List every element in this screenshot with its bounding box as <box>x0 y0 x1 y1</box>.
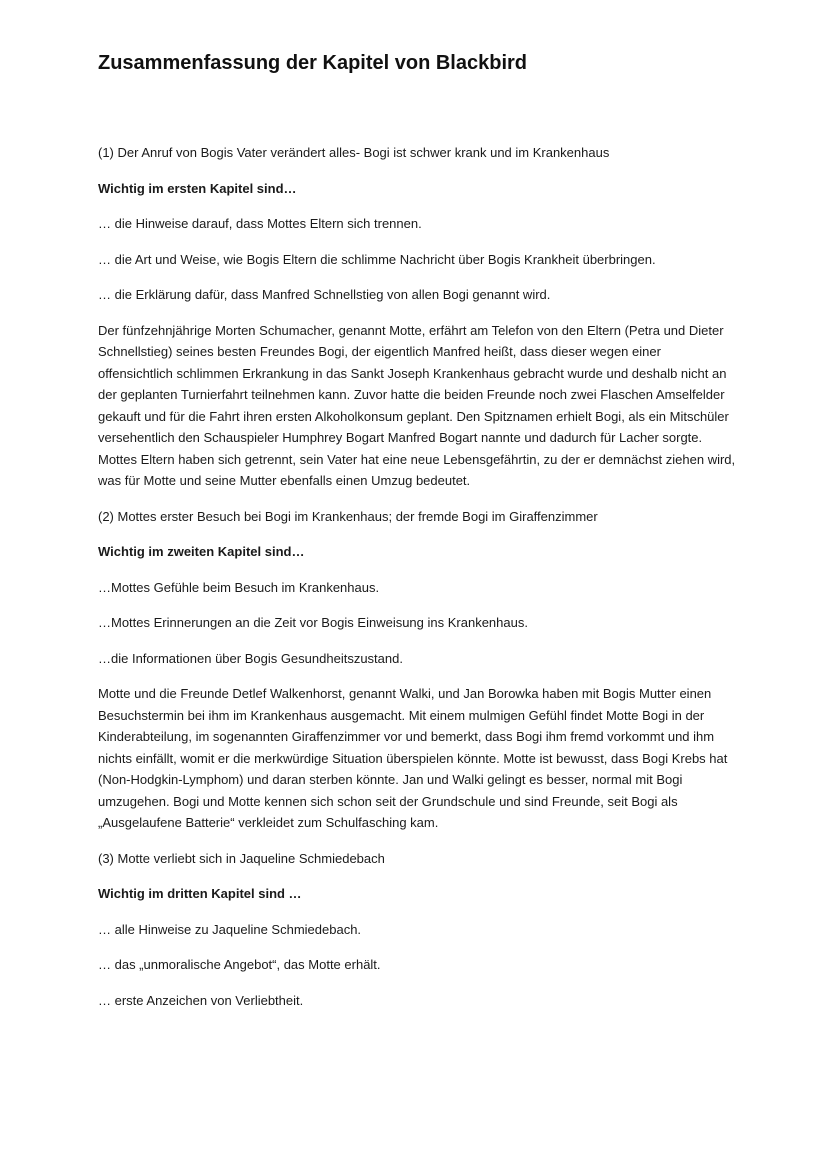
chapter-3-section <box>98 848 738 1012</box>
chapter-1-point: … die Hinweise darauf, dass Mottes Eltern sich trennen. <box>98 216 422 231</box>
chapter-2-heading: (2) Mottes erster Besuch bei Bogi im Krankenhaus; der fremde Bogi im Giraffenzimmer <box>98 508 598 524</box>
chapter-2-point: …Mottes Erinnerungen an die Zeit vor Bogis Einweisung ins Krankenhaus. <box>98 615 528 630</box>
chapter-1-heading: (1) Der Anruf von Bogis Vater verändert alles- Bogi ist schwer krank und im Krankenhaus <box>98 145 610 160</box>
chapter-3-point: … alle Hinweise zu Jaqueline Schmiedebach. <box>98 921 362 937</box>
chapter-2-point: …Mottes Gefühle beim Besuch im Krankenhaus. <box>98 579 380 595</box>
document-title: Zusammenfassung der Kapitel von Blackbird <box>98 52 527 74</box>
chapter-1-section <box>98 142 738 492</box>
chapter-1-point: … die Erklärung dafür, dass Manfred Schnellstieg von allen Bogi genannt wird. <box>98 287 551 302</box>
chapter-3-important-label: Wichtig im dritten Kapitel sind … <box>98 886 302 901</box>
chapter-2-important-label: Wichtig im zweiten Kapitel sind… <box>98 544 305 559</box>
chapter-3-point: … das „unmoralische Angebot“, das Motte erhält. <box>98 957 381 972</box>
document-page <box>98 50 738 1025</box>
chapter-1-point: … die Art und Weise, wie Bogis Eltern die schlimme Nachricht über Bogis Krankheit überbringen. <box>98 251 656 267</box>
chapter-2-point: …die Informationen über Bogis Gesundheitszustand. <box>98 650 403 666</box>
chapter-1-summary: Der fünfzehnjährige Morten Schumacher, genannt Motte, erfährt am Telefon von den Eltern (Petra und Dieter Schnellstieg) seines besten Freundes Bogi, der eigentlich Manfred heißt, dass dieser wegen einer offensichtlich schlimmen Erkrankung in das Sankt Joseph Krankenhaus gebracht wurde und deshalb nicht an der geplanten Turnierfahrt teilnehmen kann. Zuvor hatte die beiden Freunde noch zwei Flaschen Amselfelder gekauft und für die Fahrt ihren ersten Alkoholkonsum geplant. Den Spitznamen erhielt Bogi, als ein Mitschüler versehentlich den Schauspieler Humphrey Bogart Manfred Bogart nannte und dadurch für Lacher sorgte. Mottes Eltern haben sich getrennt, sein Vater hat eine neue Lebensgefährtin, zu der er demnächst ziehen wird, was für Motte und seine Mutter ebenfalls einen Umzug bedeutet. <box>98 322 736 488</box>
chapter-3-heading: (3) Motte verliebt sich in Jaqueline Schmiedebach <box>98 850 385 866</box>
chapter-2-summary: Motte und die Freunde Detlef Walkenhorst, genannt Walki, und Jan Borowka haben mit Bogis Mutter einen Besuchstermin bei ihm im Krankenhaus ausgemacht. Mit einem mulmigen Gefühl findet Motte Bogi in der Kinderabteilung, im sogenannten Giraffenzimmer vor und bemerkt, dass Bogi ihm fremd vorkommt und ihm nichts einfällt, womit er die merkwürdige Situation überspielen könnte. Motte ist bewusst, dass Bogi Krebs hat (Non-Hodgkin-Lymphom) und daran sterben könnte. Jan und Walki gelingt es besser, normal mit Bogi umzugehen. Bogi und Motte kennen sich schon seit der Grundschule und sind Freunde, seit Bogi als „Ausgelaufene Batterie“ verkleidet zum Schulfasching kam. <box>98 686 728 830</box>
chapter-3-point: … erste Anzeichen von Verliebtheit. <box>98 992 304 1008</box>
chapter-2-section <box>98 506 738 834</box>
chapter-1-important-label: Wichtig im ersten Kapitel sind… <box>98 180 297 196</box>
